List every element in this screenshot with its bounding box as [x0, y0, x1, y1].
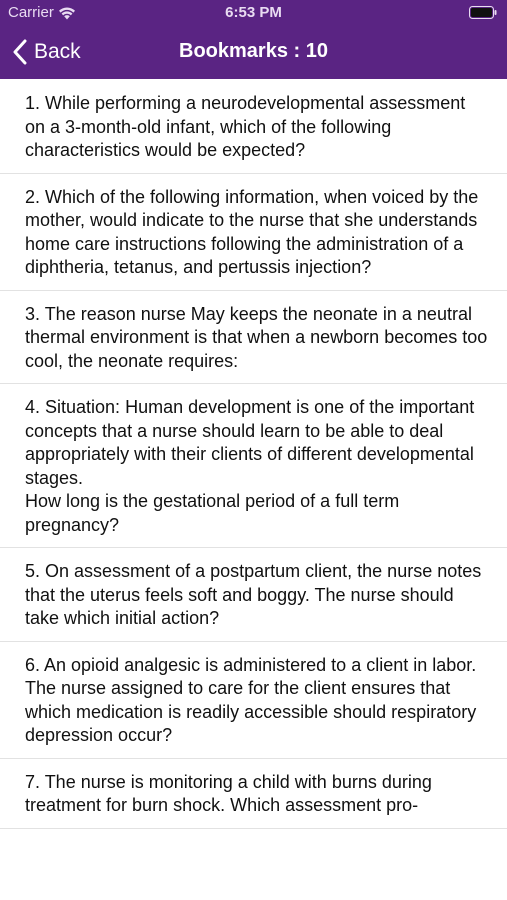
back-button[interactable]: [12, 38, 81, 66]
bookmark-item-1[interactable]: 1. While performing a neurodevelopmental assessment on a 3-month-old infant, which of the following characteristics would be expected?: [0, 79, 507, 174]
status-bar: [0, 0, 507, 28]
bookmark-item-4[interactable]: 4. Situation: Human development is one of the important concepts that a nurse should learn to be able to deal appropriately with their clients of different developmental stages. How long is the gestational period of a full term pregnancy?: [0, 384, 507, 548]
chevron-left-icon: [12, 39, 28, 65]
back-label: Back: [34, 40, 81, 63]
status-time: 6:53 PM: [225, 4, 282, 21]
bookmark-item-2[interactable]: 2. Which of the following information, when voiced by the mother, would indicate to the nurse that she understands home care instructions following the administration of a diphtheria, tetanus, and pertussis injection?: [0, 174, 507, 291]
battery-icon: [469, 6, 497, 19]
carrier-label: Carrier: [8, 4, 54, 21]
header: [0, 0, 507, 79]
bookmark-item-5[interactable]: 5. On assessment of a postpartum client, the nurse notes that the uterus feels soft and boggy. The nurse should take which initial action?: [0, 548, 507, 642]
bookmark-item-3[interactable]: 3. The reason nurse May keeps the neonate in a neutral thermal environment is that when a newborn becomes too cool, the neonate requires:: [0, 291, 507, 385]
bookmark-item-7[interactable]: 7. The nurse is monitoring a child with burns during treatment for burn shock. Which assessment pro-: [0, 759, 507, 829]
page-title: Bookmarks : 10: [179, 40, 328, 62]
bookmark-list: [0, 79, 507, 840]
navigation-bar: [0, 28, 507, 79]
bookmark-item-6[interactable]: 6. An opioid analgesic is administered to a client in labor. The nurse assigned to care for the client ensures that which medication is readily accessible should respiratory depression occur?: [0, 642, 507, 759]
